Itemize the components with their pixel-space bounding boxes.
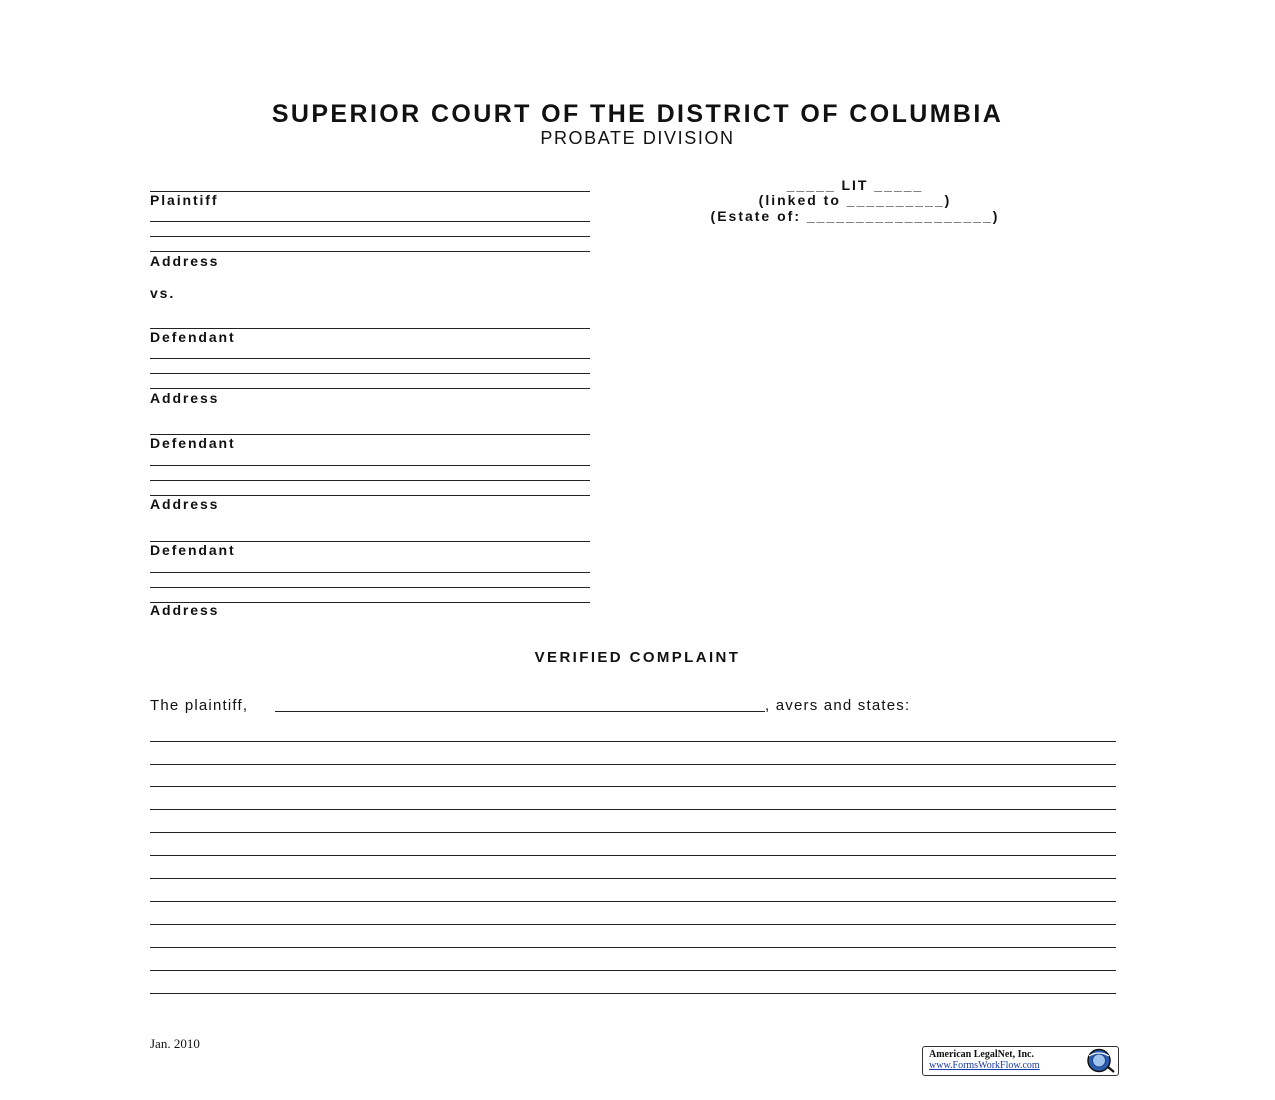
versus-label: vs.	[150, 285, 176, 301]
defendant-address-label: Address	[150, 496, 220, 512]
defendant-address-line[interactable]	[150, 373, 590, 374]
division-subtitle: PROBATE DIVISION	[540, 128, 735, 148]
case-number-line: _____ LIT _____	[786, 177, 924, 193]
defendant-label: Defendant	[150, 435, 236, 451]
complaint-body-line[interactable]	[150, 947, 1116, 948]
defendant-address-line[interactable]	[150, 388, 590, 389]
estate-of-line: (Estate of: ___________________)	[710, 208, 1000, 224]
complaint-body-line[interactable]	[150, 855, 1116, 856]
complaint-body-line[interactable]	[150, 901, 1116, 902]
defendant-address-label: Address	[150, 390, 220, 406]
plaintiff-address-label: Address	[150, 253, 220, 269]
complaint-body-line[interactable]	[150, 786, 1116, 787]
plaintiff-name-blank[interactable]	[275, 711, 765, 712]
plaintiff-address-line[interactable]	[150, 251, 590, 252]
globe-icon	[1080, 1047, 1118, 1074]
plaintiff-address-line[interactable]	[150, 221, 590, 222]
publisher-name: American LegalNet, Inc.	[929, 1049, 1034, 1060]
complaint-body-line[interactable]	[150, 924, 1116, 925]
defendant-address-line[interactable]	[150, 587, 590, 588]
complaint-intro-prefix: The plaintiff,	[150, 697, 249, 714]
defendant-address-line[interactable]	[150, 480, 590, 481]
complaint-body-line[interactable]	[150, 809, 1116, 810]
complaint-body-line[interactable]	[150, 741, 1116, 742]
complaint-body-line[interactable]	[150, 764, 1116, 765]
defendant-address-line[interactable]	[150, 465, 590, 466]
defendant-address-line[interactable]	[150, 358, 590, 359]
defendant-address-line[interactable]	[150, 572, 590, 573]
defendant-label: Defendant	[150, 542, 236, 558]
complaint-body-line[interactable]	[150, 993, 1116, 994]
complaint-body-line[interactable]	[150, 970, 1116, 971]
publisher-url-link[interactable]: www.FormsWorkFlow.com	[929, 1060, 1040, 1071]
complaint-intro-suffix: , avers and states:	[765, 697, 911, 714]
complaint-heading: VERIFIED COMPLAINT	[534, 649, 741, 666]
complaint-body-line[interactable]	[150, 878, 1116, 879]
complaint-body-line[interactable]	[150, 832, 1116, 833]
defendant-label: Defendant	[150, 329, 236, 345]
linked-case-line: (linked to __________)	[758, 192, 952, 208]
form-date: Jan. 2010	[150, 1036, 200, 1051]
defendant-address-label: Address	[150, 602, 220, 618]
plaintiff-address-line[interactable]	[150, 236, 590, 237]
court-title: SUPERIOR COURT OF THE DISTRICT OF COLUMBIA	[271, 100, 1004, 128]
plaintiff-label: Plaintiff	[150, 192, 219, 208]
